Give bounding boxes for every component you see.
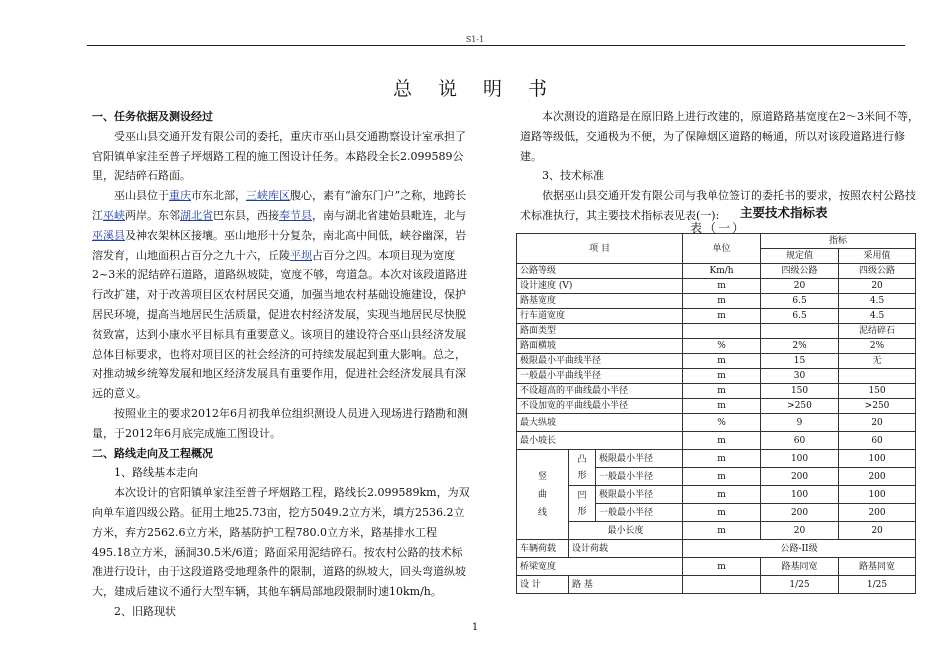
vehicle-load-label: 车辆荷载	[517, 540, 569, 558]
link-wuxia[interactable]: 巫峡	[103, 208, 125, 222]
design-load-label: 设计荷载	[569, 540, 683, 558]
table-row: 路面横坡 % 2% 2%	[517, 339, 916, 354]
table-row: 行车道宽度 m 6.5 4.5	[517, 309, 916, 324]
concave-label: 凹形	[569, 486, 596, 522]
table-row: 极限最小平曲线半径 m 15 无	[517, 354, 916, 369]
link-pingba[interactable]: 平坝	[290, 248, 312, 262]
left-column	[92, 107, 472, 622]
table-row: 不设加宽的平曲线最小半径 m >250 >250	[517, 399, 916, 414]
subheading-standards: 3、技术标准	[542, 169, 604, 183]
table-row: 最小坡长 m 60 60	[517, 432, 916, 450]
link-fengjie[interactable]: 奉节县	[279, 208, 312, 222]
table-header-row	[517, 234, 916, 249]
vertical-curve-label: 竖曲线	[517, 450, 569, 540]
table-row: 路面类型 泥结碎石	[517, 324, 916, 339]
paragraph-old-road: 本次测设的道路是在原旧路上进行改建的，原道路路基宽度在2～3米间不等，道路等级低，交通极为不便，为了保障烟区道路的畅通，所以对该段道路进行修建。	[520, 110, 919, 163]
page-code: S1-1	[465, 35, 485, 44]
paragraph-standards: 依据巫山县交通开发有限公司与我单位签订的委托书的要求，按照农村公路技术标准执行，其主要技术指标表见表(一):	[520, 189, 916, 222]
header-item: 项 目	[517, 234, 683, 264]
link-wuxi[interactable]: 巫溪县	[92, 228, 125, 242]
table-row: 设计速度 (V) m 20 20	[517, 279, 916, 294]
subheading-old-road: 2、旧路现状	[114, 604, 176, 618]
table-row: 一般最小半径 m 200 200	[517, 468, 916, 486]
link-chongqing[interactable]: 重庆	[169, 189, 191, 203]
right-column	[520, 107, 920, 226]
header-index: 指标	[761, 234, 916, 249]
table-row: 竖曲线 凸形 极限最小半径 m 100 100	[517, 450, 916, 468]
subheading-route: 1、路线基本走向	[114, 466, 198, 480]
table-row: 公路等级 Km/h 四级公路 四级公路	[517, 264, 916, 279]
paragraph-commission: 受巫山县交通开发有限公司的委托，重庆市巫山县交通勘察设计室承担了官阳镇单家洼至普子坪烟路工程的施工图设计任务。本路段全长2.099589公里，泥结碎石路面。	[92, 129, 466, 183]
table-row: 桥梁宽度 m 路基同宽 路基同宽	[517, 558, 916, 576]
table-row	[517, 540, 916, 558]
table-title: 主要技术指标表	[740, 205, 828, 220]
table-row: 设 计 路 基 1/25 1/25	[517, 576, 916, 594]
table-row: 凹形 极限最小半径 m 100 100	[517, 486, 916, 504]
table-row: 路基宽度 m 6.5 4.5	[517, 294, 916, 309]
table-row: 最大纵坡 % 9 20	[517, 414, 916, 432]
paragraph-background: 巫山县位于重庆市东北部，三峡库区腹心，素有“渝东门户”之称，地跨长江巫峡两岸。东邻湖北省巴东县，西接奉节县，南与湖北省建始县毗连，北与巫溪县及神农架林区接壤。巫山地形十分复杂，南北高中间低，峡谷幽深，岩溶发育，山地面积占百分之九十六，丘陵平坝占百分之四。本项目现为宽度2~3米的泥结碎石道路，道路纵坡陡，宽度不够，弯道急。本次对该段道路进行改扩建，对于改善项目区农村居民交通，加强当地农村基础设施建设，保护居民环境，提高当地居民生活质量，促进农村经济发展，实现当地居民尽快脱贫致富，达到小康水平目标具有重要意义。该项目的建设符合巫山县经济发展总体目标要求，也将对项目区的社会经济的可持续发展起到重大影响。总之，对推动城乡统筹发展和地区经济发展具有重要作用，促进社会经济发展具有深远的意义。	[92, 189, 468, 401]
table-row: 最小长度 m 20 20	[517, 522, 916, 540]
technical-index-table	[516, 233, 916, 594]
link-hubei[interactable]: 湖北省	[180, 208, 213, 222]
header-used: 采用值	[839, 249, 916, 264]
table-row: 一般最小半径 m 200 200	[517, 504, 916, 522]
convex-label: 凸形	[569, 450, 596, 486]
page-number: 1	[471, 622, 479, 633]
table-row: 一般最小平曲线半径 m 30	[517, 369, 916, 384]
table-row: 不设超高的平曲线最小半径 m 150 150	[517, 384, 916, 399]
link-three-gorges[interactable]: 三峡库区	[246, 189, 290, 203]
header-unit: 单位	[683, 234, 761, 264]
section-1-heading: 一、任务依据及测设经过	[92, 110, 213, 123]
header-rule	[87, 45, 905, 46]
paragraph-overview: 本次设计的官阳镇单家洼至普子坪烟路工程，路线长2.099589km，为双向单车道四级公路。征用土地25.73亩，挖方5049.2立方米，填方2536.2立方米，弃方2562.6立方米，路基防护工程780.0立方米，路基排水工程495.18立方米，涵洞30.5米/6道；路面采用泥结碎石。按农村公路的技术标准进行设计，由于这段道路受地理条件的限制，道路的纵坡大，回头弯道纵坡大，建成后建议不通行大型车辆，其他车辆局部地段限制时速10km/h。	[92, 486, 470, 599]
header-spec: 规定值	[761, 249, 839, 264]
paragraph-schedule: 按照业主的要求2012年6月初我单位组织测设人员进入现场进行踏勘和测量，于2012年6月底完成施工图设计。	[92, 406, 468, 440]
section-2-heading: 二、路线走向及工程概况	[92, 446, 213, 460]
design-load-value: 公路-II级	[683, 540, 916, 558]
document-title: 总 说 明 书	[392, 78, 558, 100]
table-caption: 表（一）	[690, 221, 747, 235]
